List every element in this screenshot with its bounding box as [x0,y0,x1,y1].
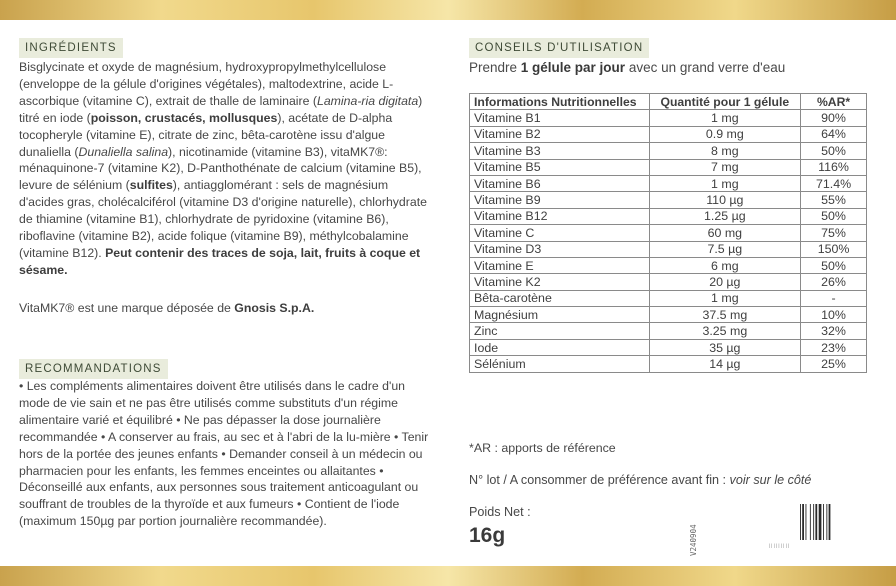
barcode-bar [829,504,831,540]
nutrition-row [470,274,867,290]
nutrient-quantity: 0.9 mg [649,126,801,142]
nutrient-ar: 23% [801,339,867,355]
ingredients-part: ), nicotinamide (vitamine B3), vitaMK7®: ménaquinone-7 (vitamine K2), D-Panthothénate de calcium (vitamine B5), levure de sélénium ( [19,144,422,193]
ar-footnote: *AR : apports de référence [469,441,616,455]
nutrient-quantity: 110 µg [649,192,801,208]
ingredients-latin-name: Dunaliella salina [78,144,169,159]
nutrient-ar: 55% [801,192,867,208]
nutrient-ar: 50% [801,143,867,159]
barcode-bar [826,504,827,540]
nutrition-row [470,356,867,372]
ingredients-heading: INGRÉDIENTS [19,38,123,58]
nutrient-name: Vitamine B9 [470,192,650,208]
nutrient-name: Vitamine K2 [470,274,650,290]
nutrient-name: Zinc [470,323,650,339]
dosage-post: avec un grand verre d'eau [625,60,786,75]
nutrition-body [470,110,867,372]
nutrition-row [470,192,867,208]
nutrient-quantity: 1 mg [649,175,801,191]
nutrition-row [470,143,867,159]
nutrient-name: Iode [470,339,650,355]
nutrient-name: Vitamine B12 [470,208,650,224]
usage-heading: CONSEILS D'UTILISATION [469,38,649,58]
nutrient-ar: 25% [801,356,867,372]
nutrition-row [470,208,867,224]
nutrient-ar: 64% [801,126,867,142]
nutrition-row [470,323,867,339]
nutrient-name: Vitamine B1 [470,110,650,126]
nutrient-ar: 10% [801,307,867,323]
nutrient-ar: 75% [801,225,867,241]
nutrition-row [470,126,867,142]
nutrient-quantity: 60 mg [649,225,801,241]
nutrition-row [470,175,867,191]
ingredients-part: ), acétate de D-alpha tocopheryle (vitamine E), citrate de zinc, bêta-carotène issu d'algue dunaliella ( [19,110,393,159]
gold-top-band [0,0,896,20]
nutrient-quantity: 1 mg [649,290,801,306]
nutrient-name: Vitamine D3 [470,241,650,257]
nutrient-quantity: 3.25 mg [649,323,801,339]
ingredients-text [19,59,429,279]
lot-notice [469,473,811,487]
barcode-bar [800,504,801,540]
barcode-bar [802,504,804,540]
nutrient-quantity: 14 µg [649,356,801,372]
nutrition-header-quantity: Quantité pour 1 gélule [649,94,801,110]
ingredients-allergen: sulfites [129,178,173,193]
nutrient-name: Vitamine B2 [470,126,650,142]
nutrient-name: Magnésium [470,307,650,323]
nutrient-ar: 150% [801,241,867,257]
nutrition-row [470,110,867,126]
ingredients-part: Bisglycinate et oxyde de magnésium, hydroxypropylmethylcellulose (enveloppe de la gélule d'origines végétales), maltodextrine, acide L-ascorbique (vitamine C), extrait de thalle de laminaire ( [19,60,394,108]
nutrient-name: Vitamine B5 [470,159,650,175]
nutrient-ar: 26% [801,274,867,290]
batch-code: V240904 [689,524,698,556]
ingredients-part: ) titré en iode ( [19,93,423,125]
nutrient-quantity: 6 mg [649,257,801,273]
barcode-bar [815,504,817,540]
nutrient-name: Sélénium [470,356,650,372]
brand-notice [19,300,429,317]
dosage-instruction [469,60,785,75]
brand-text: VitaMK7® est une marque déposée de [19,301,235,315]
ingredients-allergen: poisson, crustacés, mollusques [90,110,278,125]
ingredients-latin-name: Lamina-ria digitata [317,93,419,108]
nutrient-name: Vitamine B6 [470,175,650,191]
recommendations-heading: RECOMMANDATIONS [19,359,168,379]
nutrient-name: Vitamine C [470,225,650,241]
nutrient-ar: - [801,290,867,306]
lot-text: N° lot / A consommer de préférence avant fin : [469,473,730,487]
nutrient-quantity: 7 mg [649,159,801,175]
nutrition-row [470,307,867,323]
nutrition-row [470,257,867,273]
gold-bottom-band [0,566,896,586]
nutrition-header-ar: %AR* [801,94,867,110]
nutrient-quantity: 35 µg [649,339,801,355]
nutrient-ar: 116% [801,159,867,175]
nutrient-quantity: 8 mg [649,143,801,159]
nutrient-quantity: 20 µg [649,274,801,290]
nutrition-row [470,339,867,355]
nutrient-ar: 90% [801,110,867,126]
recommendations-text: • Les compléments alimentaires doivent être utilisés dans le cadre d'un mode de vie sain et ne pas être utilisés comme substituts d'un régime alimentaire varié et équilibré • Ne pas dépasser la dose journalière recommandée • A conserver au frais, au sec et à l'abri de la lu-mière • Tenir hors de la portée des jeunes enfants • Demander conseil à un médecin ou pharmacien pour les enfants, les femmes enceintes ou allaitantes • Déconseillé aux enfants, aux personnes sous traitement anticoagulant ou souffrant de troubles de la thyroïde et aux fumeurs • Contient de l'iode (maximum 150µg par portion journalière recommandée). [19,379,429,529]
nutrient-name: Vitamine E [470,257,650,273]
barcode-bar [810,504,811,540]
barcode-bar [823,504,824,540]
net-weight-label: Poids Net : [469,505,531,519]
nutrition-row [470,159,867,175]
ingredients-traces: Peut contenir des traces de soja, lait, fruits à coque et sésame. [19,245,421,277]
nutrient-quantity: 7.5 µg [649,241,801,257]
dosage-pre: Prendre [469,60,521,75]
nutrient-ar: 32% [801,323,867,339]
barcode-bar [813,504,814,540]
barcode-bar [819,504,822,540]
nutrition-row [470,241,867,257]
svg-text:|||||||||: ||||||||| [768,543,790,548]
nutrient-name: Bêta-carotène [470,290,650,306]
nutrition-header-name: Informations Nutritionnelles [470,94,650,110]
nutrient-quantity: 1 mg [649,110,801,126]
nutrient-ar: 50% [801,257,867,273]
nutrient-name: Vitamine B3 [470,143,650,159]
brand-company: Gnosis S.p.A. [234,301,315,315]
ingredients-part: ), antiagglomérant : sels de magnésium d'acides gras, cholécalciférol (vitamine D3 d'origine naturelle), chlorhydrate de thiamine (vitamine B1), chlorhydrate de pyridoxine (vitamine B6), riboflavine (vitamine B2), acide folique (vitamine B9), méthylcobalamine (vitamine B12). [19,178,427,260]
nutrition-row [470,225,867,241]
nutrient-quantity: 1.25 µg [649,208,801,224]
nutrient-quantity: 37.5 mg [649,307,801,323]
barcode-image [704,496,854,550]
barcode-bar [806,504,807,540]
nutrition-header-row [470,94,867,110]
dosage-amount: 1 gélule par jour [520,60,626,75]
net-weight-value: 16g [469,524,506,547]
nutrient-ar: 50% [801,208,867,224]
nutrition-row [470,290,867,306]
lot-location: voir sur le côté [729,473,812,487]
nutrient-ar: 71.4% [801,175,867,191]
nutrition-table [469,93,867,373]
